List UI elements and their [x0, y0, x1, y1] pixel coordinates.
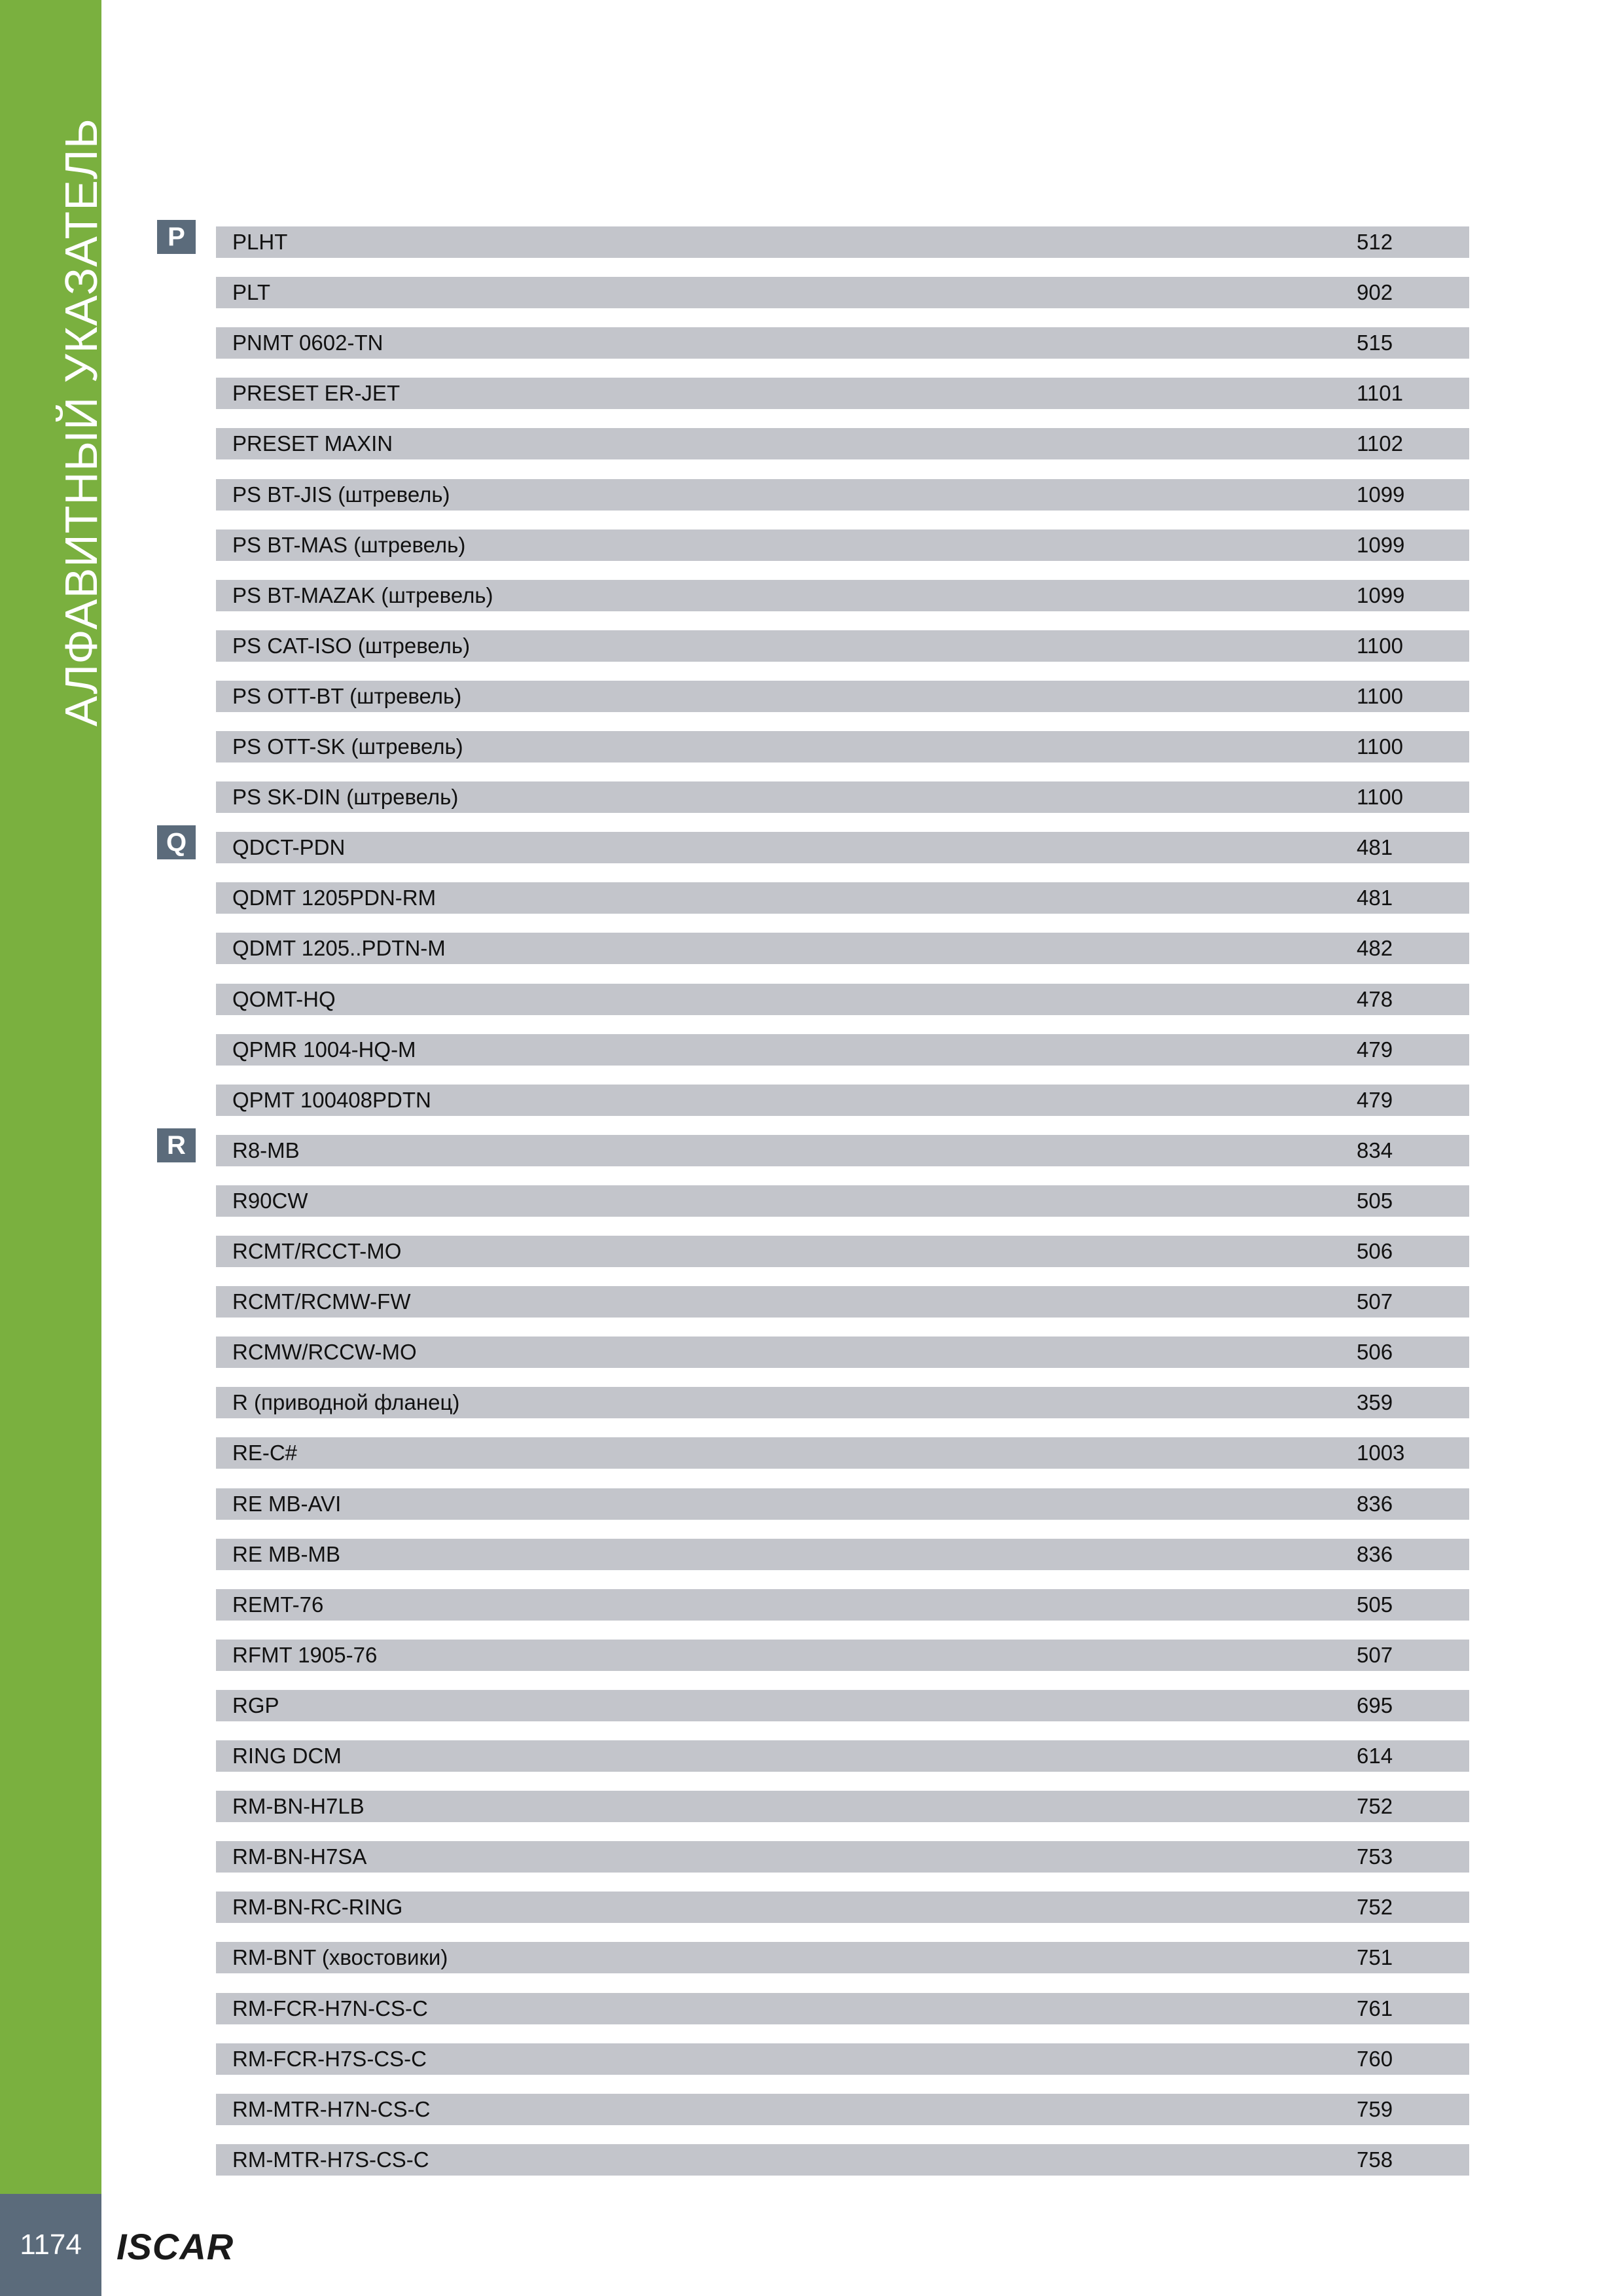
entry-page: 759 — [1357, 2097, 1393, 2121]
index-row — [216, 882, 1469, 914]
entry-page: 515 — [1357, 331, 1393, 355]
entry-page: 836 — [1357, 1542, 1393, 1566]
index-row — [216, 2144, 1469, 2176]
entry-name: REMT-76 — [232, 1592, 324, 1617]
entry-page: 1101 — [1357, 381, 1403, 405]
entry-name: RM-BN-H7LB — [232, 1794, 365, 1818]
entry-page: 836 — [1357, 1492, 1393, 1516]
index-row — [216, 1336, 1469, 1368]
index-row — [216, 1185, 1469, 1217]
entry-name: RE MB-MB — [232, 1542, 340, 1566]
index-row — [216, 1539, 1469, 1570]
entry-name: RM-BN-H7SA — [232, 1844, 367, 1869]
page-number: 1174 — [0, 2194, 101, 2296]
section-letter-p: P — [157, 220, 196, 254]
entry-page: 761 — [1357, 1996, 1393, 2020]
entry-name: R90CW — [232, 1189, 308, 1213]
index-row — [216, 1135, 1469, 1166]
entry-name: PRESET ER-JET — [232, 381, 401, 405]
index-row — [216, 2094, 1469, 2125]
entry-page: 478 — [1357, 987, 1393, 1011]
entry-name: QOMT-HQ — [232, 987, 336, 1011]
entry-name: PLHT — [232, 230, 288, 254]
index-row — [216, 1640, 1469, 1671]
entry-page: 902 — [1357, 280, 1393, 304]
entry-page: 506 — [1357, 1340, 1393, 1364]
index-row — [216, 1085, 1469, 1116]
entry-page: 751 — [1357, 1945, 1393, 1969]
entry-name: PS BT-MAS (штревель) — [232, 533, 466, 557]
entry-page: 834 — [1357, 1138, 1393, 1162]
entry-page: 752 — [1357, 1895, 1393, 1919]
entry-name: RING DCM — [232, 1744, 342, 1768]
index-row — [216, 1892, 1469, 1923]
entry-page: 1100 — [1357, 785, 1403, 809]
entry-name: QDCT-PDN — [232, 835, 346, 859]
entry-name: PS BT-JIS (штревель) — [232, 482, 450, 507]
entry-name: RM-FCR-H7N-CS-C — [232, 1996, 428, 2020]
entry-page: 1100 — [1357, 734, 1403, 759]
entry-name: PS OTT-BT (штревель) — [232, 684, 462, 708]
entry-page: 507 — [1357, 1643, 1393, 1667]
entry-page: 507 — [1357, 1289, 1393, 1314]
entry-page: 695 — [1357, 1693, 1393, 1717]
index-row — [216, 428, 1469, 459]
index-row — [216, 1286, 1469, 1318]
index-row — [216, 681, 1469, 712]
index-row — [216, 529, 1469, 561]
entry-name: PS CAT-ISO (штревель) — [232, 634, 471, 658]
entry-name: PS BT-MAZAK (штревель) — [232, 583, 493, 607]
entry-page: 481 — [1357, 886, 1393, 910]
entry-page: 479 — [1357, 1037, 1393, 1062]
entry-name: QDMT 1205..PDTN-M — [232, 936, 446, 960]
index-row — [216, 226, 1469, 258]
entry-page: 1099 — [1357, 533, 1405, 557]
entry-page: 479 — [1357, 1088, 1393, 1112]
index-row — [216, 1740, 1469, 1772]
entry-name: RCMT/RCMW-FW — [232, 1289, 411, 1314]
entry-name: RCMT/RCCT-MO — [232, 1239, 402, 1263]
index-row — [216, 1236, 1469, 1267]
index-row — [216, 277, 1469, 308]
index-row — [216, 327, 1469, 359]
entry-name: RGP — [232, 1693, 279, 1717]
entry-page: 1102 — [1357, 431, 1403, 456]
entry-page: 614 — [1357, 1744, 1393, 1768]
entry-page: 752 — [1357, 1794, 1393, 1818]
entry-name: QPMT 100408PDTN — [232, 1088, 431, 1112]
index-row — [216, 832, 1469, 863]
index-row — [216, 580, 1469, 611]
entry-name: PS SK-DIN (штревель) — [232, 785, 459, 809]
entry-page: 505 — [1357, 1592, 1393, 1617]
brand-logo: ISCAR — [116, 2226, 234, 2267]
entry-name: RM-BNT (хвостовики) — [232, 1945, 448, 1969]
section-letter-r: R — [157, 1128, 196, 1162]
index-row — [216, 1791, 1469, 1822]
entry-page: 481 — [1357, 835, 1393, 859]
entry-name: R8-MB — [232, 1138, 300, 1162]
entry-name: RE-C# — [232, 1441, 298, 1465]
entry-name: RM-BN-RC-RING — [232, 1895, 403, 1919]
entry-name: RFMT 1905-76 — [232, 1643, 378, 1667]
index-row — [216, 984, 1469, 1015]
index-row — [216, 1034, 1469, 1066]
index-row — [216, 479, 1469, 511]
entry-name: RM-MTR-H7N-CS-C — [232, 2097, 431, 2121]
index-row — [216, 781, 1469, 813]
section-letter-q: Q — [157, 825, 196, 859]
index-row — [216, 731, 1469, 762]
entry-name: RE MB-AVI — [232, 1492, 342, 1516]
entry-name: RM-MTR-H7S-CS-C — [232, 2147, 429, 2172]
entry-name: RCMW/RCCW-MO — [232, 1340, 417, 1364]
entry-page: 1100 — [1357, 634, 1403, 658]
entry-page: 760 — [1357, 2047, 1393, 2071]
entry-name: PNMT 0602-TN — [232, 331, 383, 355]
entry-page: 1099 — [1357, 482, 1405, 507]
index-row — [216, 1841, 1469, 1873]
entry-name: QDMT 1205PDN-RM — [232, 886, 437, 910]
index-row — [216, 1387, 1469, 1418]
index-row — [216, 1437, 1469, 1469]
sidebar-title: АЛФАВИТНЫЙ УКАЗАТЕЛЬ — [56, 118, 107, 726]
entry-page: 512 — [1357, 230, 1393, 254]
entry-page: 482 — [1357, 936, 1393, 960]
index-row — [216, 1589, 1469, 1621]
index-row — [216, 1690, 1469, 1721]
entry-name: PLT — [232, 280, 271, 304]
entry-page: 1003 — [1357, 1441, 1405, 1465]
entry-page: 359 — [1357, 1390, 1393, 1414]
index-row — [216, 630, 1469, 662]
index-row — [216, 1488, 1469, 1520]
entry-page: 1100 — [1357, 684, 1403, 708]
index-row — [216, 1942, 1469, 1973]
index-row — [216, 378, 1469, 409]
entry-page: 758 — [1357, 2147, 1393, 2172]
index-row — [216, 1993, 1469, 2024]
entry-name: RM-FCR-H7S-CS-C — [232, 2047, 427, 2071]
entry-page: 505 — [1357, 1189, 1393, 1213]
entry-name: PS OTT-SK (штревель) — [232, 734, 463, 759]
index-row — [216, 933, 1469, 964]
entry-name: PRESET MAXIN — [232, 431, 393, 456]
entry-name: R (приводной фланец) — [232, 1390, 460, 1414]
entry-page: 753 — [1357, 1844, 1393, 1869]
entry-page: 506 — [1357, 1239, 1393, 1263]
entry-page: 1099 — [1357, 583, 1405, 607]
entry-name: QPMR 1004-HQ-M — [232, 1037, 416, 1062]
index-row — [216, 2043, 1469, 2075]
